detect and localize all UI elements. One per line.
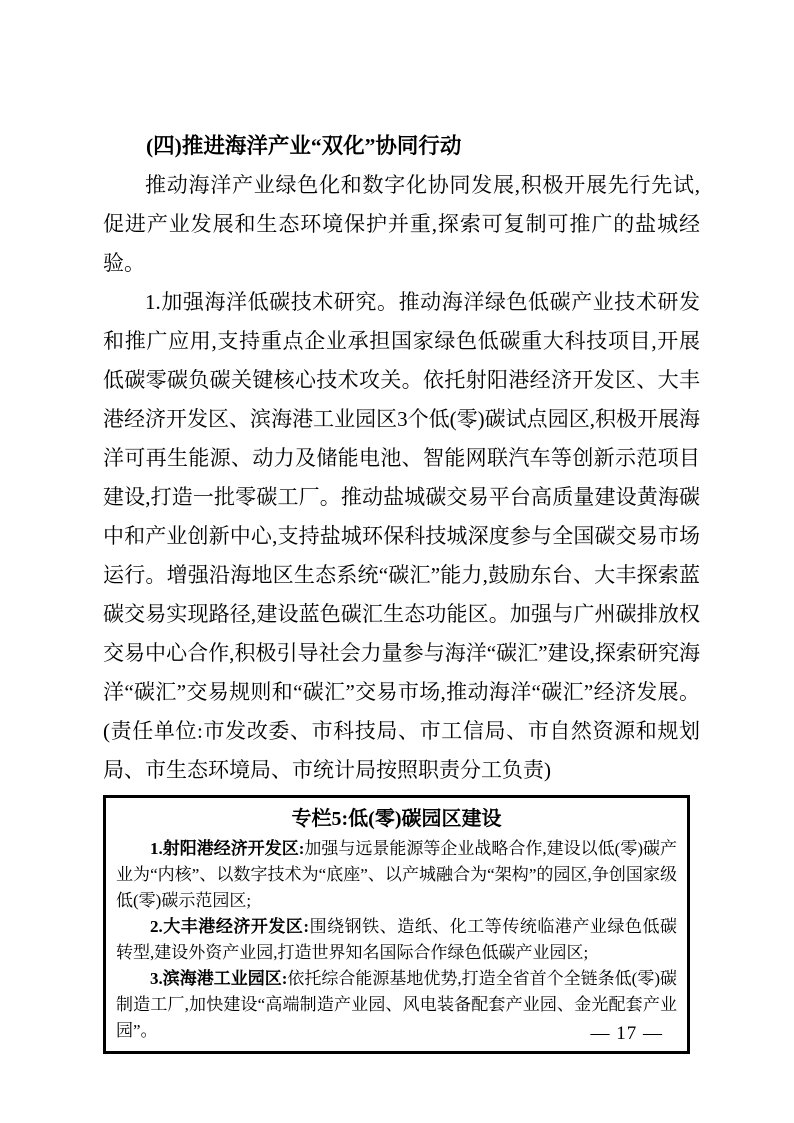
body-paragraph-2: 1.加强海洋低碳技术研究。推动海洋绿色低碳产业技术研发和推广应用,支持重点企业承担国家绿色低碳重大科技项目,开展低碳零碳负碳关键核心技术攻关。依托射阳港经济开发区、大丰港经济开发区、滨海港工业园区3个低(零)碳试点园区,积极开展海洋可再生能源、动力及储能电池、智能网联汽车等创新示范项目建设,打造一批零碳工厂。推动盐城碳交易平台高质量建设黄海碳中和产业创新中心,支持盐城环保科技城深度参与全国碳交易市场运行。增强沿海地区生态系统“碳汇”能力,鼓励东台、大丰探索蓝碳交易实现路径,建设蓝色碳汇生态功能区。加强与广州碳排放权交易中心合作,积极引导社会力量参与海洋“碳汇”建设,探索研究海洋“碳汇”交易规则和“碳汇”交易市场,推动海洋“碳汇”经济发展。(责任单位:市发改委、市科技局、市工信局、市自然资源和规划局、市生态环境局、市统计局按照职责分工负责) [103,290,700,782]
box-title: 专栏5:低(零)碳园区建设 [291,808,502,830]
document-content [103,127,700,1054]
box-item-3-text: 依托综合能源基地优势,打造全省首个全链条低(零)碳制造工厂,加快建设“高端制造产业园、风电装备配套产业园、金光配套产业园”。 [116,969,677,1040]
box-item-2 [116,914,677,966]
box-item-1 [116,836,677,914]
box-item-2-text: 围绕钢铁、造纸、化工等传统临港产业绿色低碳转型,建设外资产业园,打造世界知名国际合作绿色低碳产业园区; [116,917,677,962]
box-item-1-text: 加强与远景能源等企业战略合作,建设以低(零)碳产业为“内核”、以数字技术为“底座”、以产城融合为“架构”的园区,争创国家级低(零)碳示范园区; [116,839,677,910]
page-number: — 17 — [590,1023,663,1044]
body-paragraph-1: 推动海洋产业绿色化和数字化协同发展,积极开展先行先试,促进产业发展和生态环境保护并重,探索可复制可推广的盐城经验。 [103,173,700,275]
section-heading: (四)推进海洋产业“双化”协同行动 [146,134,462,158]
box-item-1-label: 1.射阳港经济开发区: [150,839,305,858]
special-column-box [103,795,690,1054]
box-item-2-label: 2.大丰港经济开发区: [150,917,310,936]
box-item-3-label: 3.滨海港工业园区: [150,969,288,988]
